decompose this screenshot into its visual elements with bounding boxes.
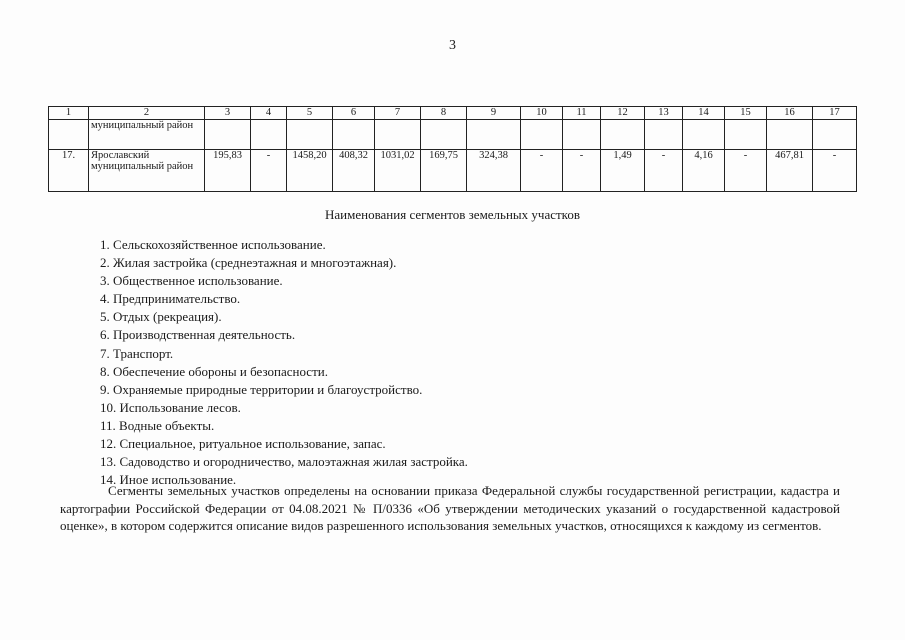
column-number-16: 16 [767, 107, 813, 120]
segment-item: 6. Производственная деятельность. [100, 327, 296, 343]
table-cell [49, 120, 89, 150]
body-paragraph: Сегменты земельных участков определены на основании приказа Федеральной службы государственной регистрации, кадастра и картографии Российской Федерации от 04.08.2021 № П/0336 «Об утверждении методических указаний о государственной кадастровой оценке», в котором содержится описание видов разрешенного использования земельных участков, относящихся к каждому из сегментов. [60, 483, 840, 533]
segments-list [100, 236, 468, 489]
column-number-10: 10 [521, 107, 563, 120]
column-number-6: 6 [333, 107, 375, 120]
table-cell [563, 120, 601, 150]
table-cell: - [645, 150, 683, 192]
district-name-cell: муниципальный район [89, 120, 205, 150]
column-number-4: 4 [251, 107, 287, 120]
table-cell [333, 120, 375, 150]
table-cell: 1031,02 [375, 150, 421, 192]
table-cell: 408,32 [333, 150, 375, 192]
table-cell: 324,38 [467, 150, 521, 192]
table-cell: - [725, 150, 767, 192]
segment-item: 7. Транспорт. [100, 345, 174, 361]
segment-item: 1. Сельскохозяйственное использование. [100, 237, 326, 252]
table-cell [813, 120, 857, 150]
column-number-13: 13 [645, 107, 683, 120]
table-cell [683, 120, 725, 150]
segment-item: 12. Специальное, ритуальное использование, запас. [100, 436, 386, 452]
table-cell [287, 120, 333, 150]
table-cell: - [813, 150, 857, 192]
column-number-7: 7 [375, 107, 421, 120]
segment-item: 8. Обеспечение обороны и безопасности. [100, 363, 328, 379]
table-body [49, 107, 857, 192]
table-cell: 169,75 [421, 150, 467, 192]
table-cell [421, 120, 467, 150]
segment-item: 10. Использование лесов. [100, 399, 241, 415]
table-cell [645, 120, 683, 150]
section-title: Наименования сегментов земельных участков [325, 207, 580, 222]
table-header-row [49, 107, 857, 120]
segment-item: 5. Отдых (рекреация). [100, 309, 222, 325]
column-number-17: 17 [813, 107, 857, 120]
segment-item: 4. Предпринимательство. [100, 291, 241, 307]
table-row [49, 150, 857, 192]
table-cell: 467,81 [767, 150, 813, 192]
table-cell [767, 120, 813, 150]
column-number-15: 15 [725, 107, 767, 120]
column-number-3: 3 [205, 107, 251, 120]
data-table [48, 106, 857, 192]
segment-item: 14. Иное использование. [100, 472, 237, 488]
column-number-2: 2 [89, 107, 205, 120]
column-number-8: 8 [421, 107, 467, 120]
page-number: 3 [449, 38, 456, 53]
column-number-5: 5 [287, 107, 333, 120]
table-cell: 195,83 [205, 150, 251, 192]
table-cell: 4,16 [683, 150, 725, 192]
table-cell [601, 120, 645, 150]
table-cell [521, 120, 563, 150]
table-cell: 1458,20 [287, 150, 333, 192]
table-cell: - [563, 150, 601, 192]
column-number-14: 14 [683, 107, 725, 120]
table-cell [251, 120, 287, 150]
segment-item: 3. Общественное использование. [100, 273, 283, 289]
table-cell [467, 120, 521, 150]
segment-item: 11. Водные объекты. [100, 417, 215, 433]
table-cell: - [521, 150, 563, 192]
table-cell [725, 120, 767, 150]
table-cell [205, 120, 251, 150]
column-number-1: 1 [49, 107, 89, 120]
segment-item: 9. Охраняемые природные территории и благоустройство. [100, 381, 423, 397]
table-cell: 17. [49, 150, 89, 192]
table-row [49, 120, 857, 150]
district-name-cell: Ярославский муниципальный район [89, 150, 205, 192]
segment-item: 2. Жилая застройка (среднеэтажная и многоэтажная). [100, 255, 397, 271]
table-cell [375, 120, 421, 150]
table-cell: - [251, 150, 287, 192]
segment-item: 13. Садоводство и огородничество, малоэтажная жилая застройка. [100, 454, 468, 470]
table-cell: 1,49 [601, 150, 645, 192]
column-number-11: 11 [563, 107, 601, 120]
column-number-9: 9 [467, 107, 521, 120]
column-number-12: 12 [601, 107, 645, 120]
